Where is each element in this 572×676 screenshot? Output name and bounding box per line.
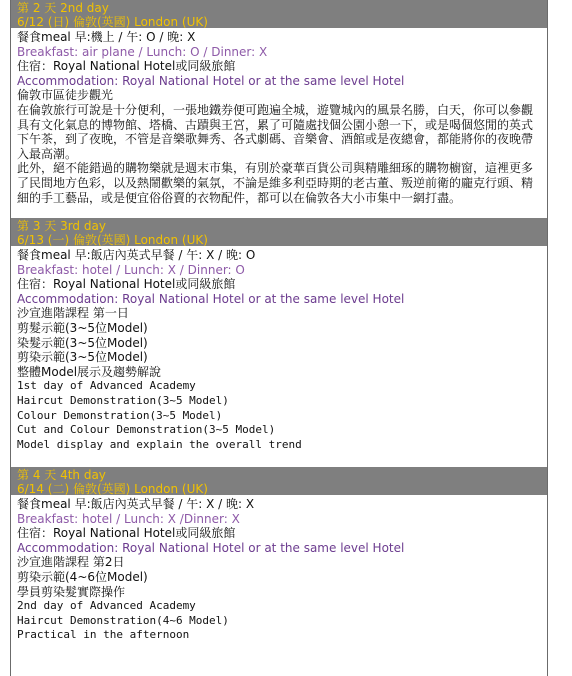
day-2-meal-en: Breakfast: air plane / Lunch: O / Dinner: X [17, 44, 268, 59]
day-4-course-en-item: Practical in the afternoon [17, 628, 190, 642]
day-2-paragraph-2: 此外，絕不能錯過的購物樂就是週末市集，有別於豪華百貨公司與精雕細琢的購物櫥窗，這裡更多了民間地方色彩，以及熱鬧歡樂的氣氛，不論是維多利亞時期的老古董、叛逆前衛的龐克行頭、精細的手工藝品，或是便宜俗俗賣的衣物配件，都可以在倫敦各大小市集中一網打盡。 [17, 161, 534, 205]
day-4-hotel-cn: 住宿：Royal National Hotel或同級旅館 [17, 526, 236, 541]
day-3-course-item: 染髮示範(3~5位Model) [17, 335, 148, 350]
day-4-course-item: 學員剪染髮實際操作 [17, 584, 126, 599]
day-2-paragraph-1: 在倫敦旅行可說是十分便利，一張地鐵券便可跑遍全城，遊覽城內的風景名勝，白天，你可以參觀具有文化氣息的博物館、塔橋、古蹟與王宮，累了可隨處找個公園小憩一下，或是喝個悠閒的英式下午茶，到了夜晚，不管是音樂歌舞秀、各式劇碼、音樂會、酒館或是夜總會，都能將你的夜晚帶入最高潮。 [17, 102, 534, 161]
day-4-body [11, 495, 547, 649]
day-3-body [11, 246, 547, 458]
day-2-body [11, 28, 547, 211]
day-3-course-en-item: Model display and explain the overall trend [17, 437, 302, 451]
day-3-course-item: 整體Model展示及趨勢解說 [17, 364, 162, 379]
day-2-header [11, 0, 547, 28]
day-3-course-en-item: Cut and Colour Demonstration(3~5 Model) [17, 423, 276, 437]
day-4-meal-en: Breakfast: hotel / Lunch: X /Dinner: X [17, 511, 240, 526]
day-4-course-title: 沙宣進階課程 第2日 [17, 555, 125, 570]
day-3-title: 第 3 天 3rd day [17, 219, 106, 233]
day-4-meal-cn: 餐食meal 早:飯店內英式早餐 / 午: X / 晚: X [17, 497, 255, 511]
day-4-title: 第 4 天 4th day [17, 468, 106, 482]
day-4-hotel-en: Accommodation: Royal National Hotel or at the same level Hotel [17, 540, 405, 555]
day-2-hotel-en: Accommodation: Royal National Hotel or at the same level Hotel [17, 73, 405, 88]
day-4-course-item: 剪染示範(4~6位Model) [17, 569, 148, 584]
day-3-course-en-item: Haircut Demonstration(3~5 Model) [17, 393, 229, 407]
day-4-course-en-item: 2nd day of Advanced Academy [17, 599, 196, 613]
day-3-course-item: 剪染示範(3~5位Model) [17, 350, 148, 365]
day-4-course-en-item: Haircut Demonstration(4~6 Model) [17, 613, 229, 627]
day-2-hotel-cn: 住宿：Royal National Hotel或同級旅館 [17, 59, 236, 74]
day-4-header [11, 467, 547, 495]
day-3-course-en-item: 1st day of Advanced Academy [17, 379, 196, 393]
day-3-course-title: 沙宣進階課程 第一日 [17, 306, 129, 321]
day-2-meal-cn: 餐食meal 早:機上 / 午: O / 晚: X [17, 30, 196, 44]
day-3-meal-cn: 餐食meal 早:飯店內英式早餐 / 午: X / 晚: O [17, 248, 256, 262]
day-4-date-location: 6/14 (二) 倫敦(英國) London (UK) [17, 482, 208, 496]
day-3-course-item: 剪髮示範(3~5位Model) [17, 320, 148, 335]
day-4-section [10, 467, 548, 676]
itinerary-page [10, 0, 548, 676]
day-2-date-location: 6/12 (日) 倫敦(英國) London (UK) [17, 15, 208, 29]
day-3-meal-en: Breakfast: hotel / Lunch: X / Dinner: O [17, 262, 245, 277]
day-3-header [11, 218, 547, 246]
day-3-hotel-cn: 住宿：Royal National Hotel或同級旅館 [17, 277, 236, 292]
day-2-section [10, 0, 548, 218]
day-3-course-en-item: Colour Demonstration(3~5 Model) [17, 408, 223, 422]
day-2-title: 第 2 天 2nd day [17, 1, 109, 15]
day-3-hotel-en: Accommodation: Royal National Hotel or at the same level Hotel [17, 291, 405, 306]
day-3-section [10, 218, 548, 467]
day-2-section-title: 倫敦市區徒步觀光 [17, 88, 114, 103]
day-3-date-location: 6/13 (一) 倫敦(英國) London (UK) [17, 233, 208, 247]
